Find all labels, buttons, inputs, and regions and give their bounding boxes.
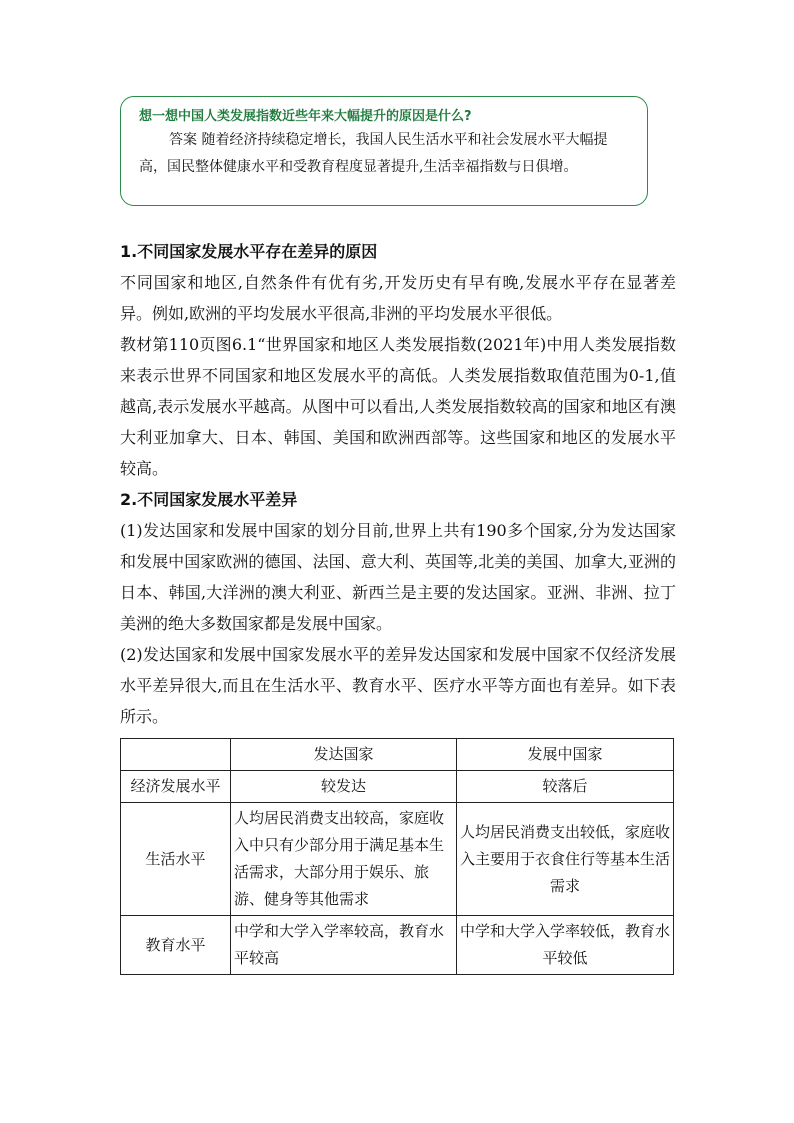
section2-paragraph-2: (2)发达国家和发展中国家发展水平的差异发达国家和发展中国家不仅经济发展水平差异很大,而且在生活水平、教育水平、医疗水平等方面也有差异。如下表所示。 <box>120 645 676 726</box>
table-cell: 中学和大学入学率较低，教育水平较低 <box>457 916 674 975</box>
table-cell: 中学和大学入学率较高，教育水平较高 <box>231 916 457 975</box>
table-row <box>121 771 674 803</box>
table-row-label: 经济发展水平 <box>121 771 231 803</box>
table-cell: 人均居民消费支出较高，家庭收入中只有少部分用于满足基本生活需求，大部分用于娱乐、旅游、健身等其他需求 <box>231 803 457 916</box>
table-row-label: 教育水平 <box>121 916 231 975</box>
table-row <box>121 803 674 916</box>
answer-label: 答案 <box>169 132 197 148</box>
table-header-cell: 发达国家 <box>231 739 457 771</box>
think-box <box>120 96 648 206</box>
think-answer <box>139 127 631 181</box>
table-row <box>121 916 674 975</box>
section1-heading: 1.不同国家发展水平存在差异的原因 <box>120 242 378 261</box>
think-question: 想一想中国人类发展指数近些年来大幅提升的原因是什么? <box>139 109 472 124</box>
section1-paragraph-1: 不同国家和地区,自然条件有优有劣,开发历史有早有晚,发展水平存在显著差异。例如,欧洲的平均发展水平很高,非洲的平均发展水平很低。 <box>120 273 676 323</box>
table-cell: 较发达 <box>231 771 457 803</box>
comparison-table <box>120 738 674 975</box>
answer-text: 随着经济持续稳定增长，我国人民生活水平和社会发展水平大幅提高，国民整体健康水平和受教育程度显著提升,生活幸福指数与日俱增。 <box>139 132 608 175</box>
main-content <box>120 236 676 732</box>
table-header-row <box>121 739 674 771</box>
section2-paragraph-1: (1)发达国家和发展中国家的划分目前,世界上共有190多个国家,分为发达国家和发展中国家欧洲的德国、法国、意大利、英国等,北美的美国、加拿大,亚洲的日本、韩国,大洋洲的澳大利亚、新西兰是主要的发达国家。亚洲、非洲、拉丁美洲的绝大多数国家都是发展中国家。 <box>120 521 676 633</box>
table-cell: 较落后 <box>457 771 674 803</box>
section1-paragraph-2: 教材第110页图6.1“世界国家和地区人类发展指数(2021年)中用人类发展指数来表示世界不同国家和地区发展水平的高低。人类发展指数取值范围为0-1,值越高,表示发展水平越高。从图中可以看出,人类发展指数较高的国家和地区有澳大利亚加拿大、日本、韩国、美国和欧洲西部等。这些国家和地区的发展水平较高。 <box>120 335 676 478</box>
table-cell: 人均居民消费支出较低，家庭收入主要用于衣食住行等基本生活需求 <box>457 803 674 916</box>
table-row-label: 生活水平 <box>121 803 231 916</box>
section2-heading: 2.不同国家发展水平差异 <box>120 490 298 509</box>
table-header-cell: 发展中国家 <box>457 739 674 771</box>
table-header-cell <box>121 739 231 771</box>
